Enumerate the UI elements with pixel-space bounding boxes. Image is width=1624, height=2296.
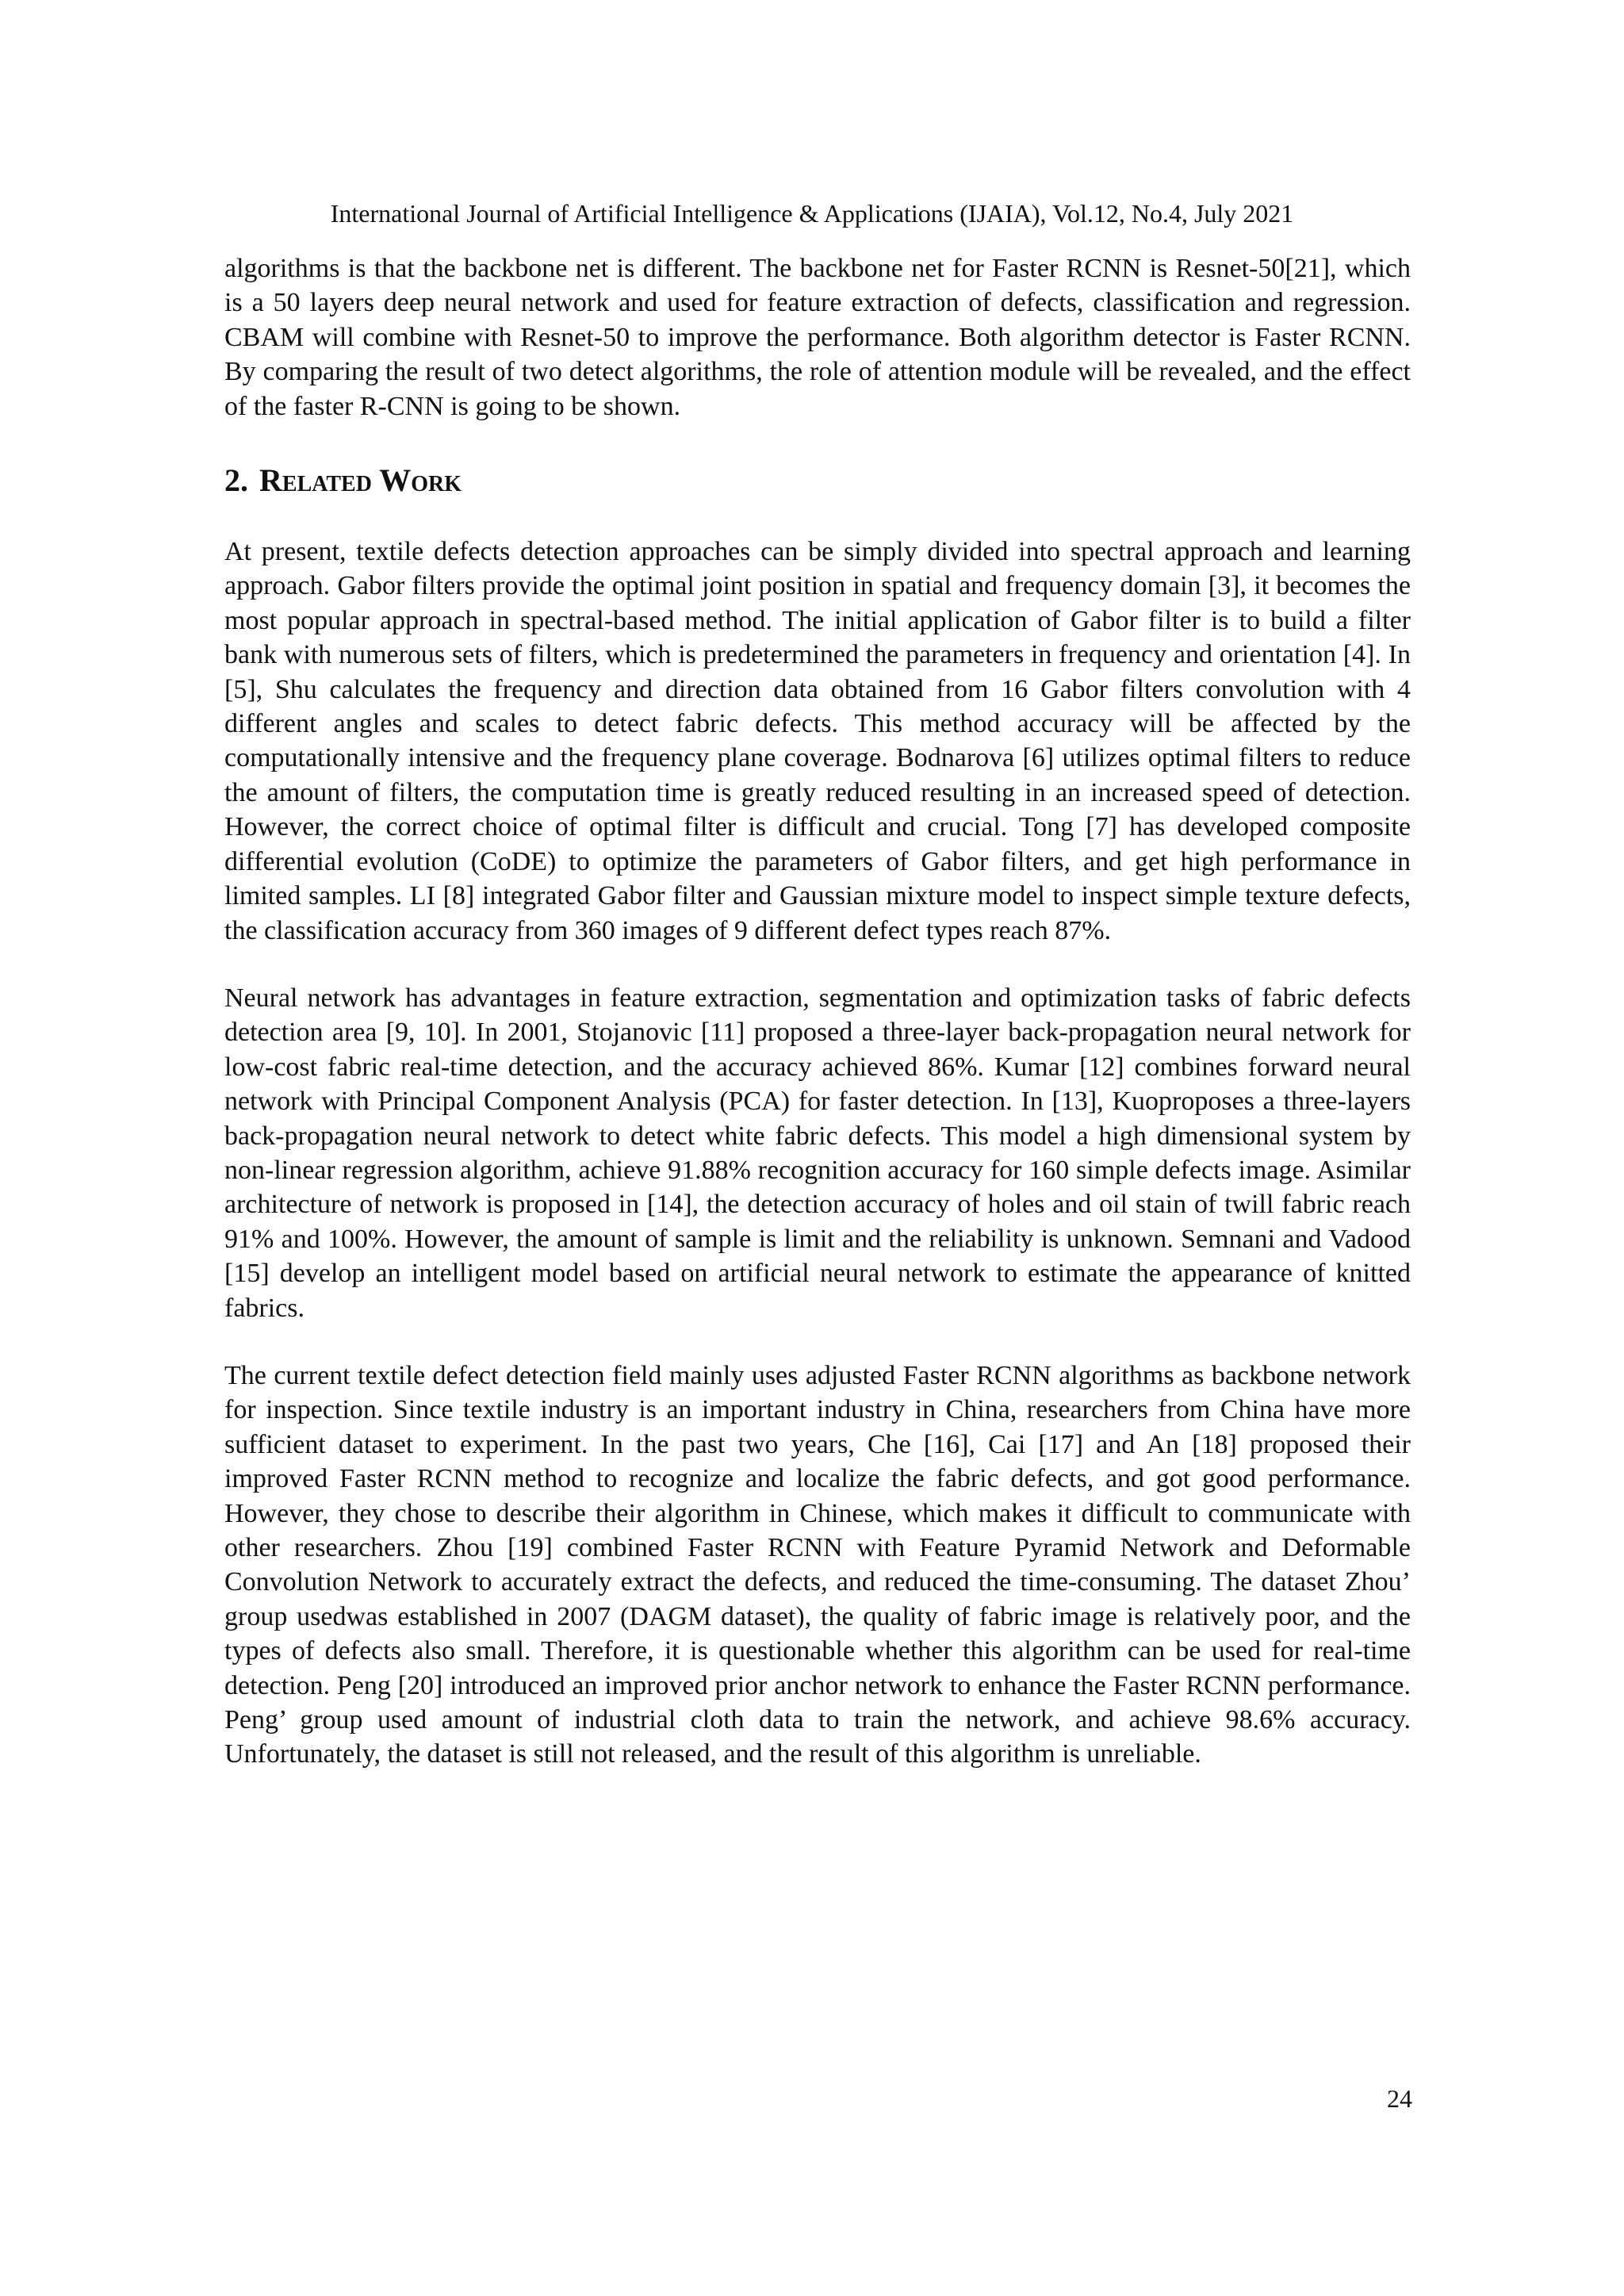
section-heading xyxy=(224,460,1411,501)
intro-paragraph: algorithms is that the backbone net is different. The backbone net for Faster RCNN is Resnet-50[21], which is a 50 layers deep neural network and used for feature extraction of defects, classification and regression. CBAM will combine with Resnet-50 to improve the performance. Both algorithm detector is Faster RCNN. By comparing the result of two detect algorithms, the role of attention module will be revealed, and the effect of the faster R-CNN is going to be shown. xyxy=(224,254,1411,421)
section-number: 2. xyxy=(224,462,248,499)
article-body xyxy=(224,251,1411,1772)
paragraph-faster-rcnn: The current textile defect detection field mainly uses adjusted Faster RCNN algorithms as backbone network for inspection. Since textile industry is an important industry in China, researchers from China have more sufficient dataset to experiment. In the past two years, Che [16], Cai [17] and An [18] proposed their improved Faster RCNN method to recognize and localize the fabric defects, and got good performance. However, they chose to describe their algorithm in Chinese, which makes it difficult to communicate with other researchers. Zhou [19] combined Faster RCNN with Feature Pyramid Network and Deformable Convolution Network to accurately extract the defects, and reduced the time-consuming. The dataset Zhou’ group usedwas established in 2007 (DAGM dataset), the quality of fabric image is relatively poor, and the types of defects also small. Therefore, it is questionable whether this algorithm can be used for real-time detection. Peng [20] introduced an improved prior anchor network to enhance the Faster RCNN performance. Peng’ group used amount of industrial cloth data to train the network, and achieve 98.6% accuracy. Unfortunately, the dataset is still not released, and the result of this algorithm is unreliable. xyxy=(224,1360,1411,1769)
running-header: International Journal of Artificial Intelligence & Applications (IJAIA), Vol.12, No.4, July 2021 xyxy=(330,199,1294,228)
paragraph-spectral-approach: At present, textile defects detection approaches can be simply divided into spectral approach and learning approach. Gabor filters provide the optimal joint position in spatial and frequency domain [3], it becomes the most popular approach in spectral-based method. The initial application of Gabor filter is to build a filter bank with numerous sets of filters, which is predetermined the parameters in frequency and orientation [4]. In [5], Shu calculates the frequency and direction data obtained from 16 Gabor filters convolution with 4 different angles and scales to detect fabric defects. This method accuracy will be affected by the computationally intensive and the frequency plane coverage. Bodnarova [6] utilizes optimal filters to reduce the amount of filters, the computation time is greatly reduced resulting in an increased speed of detection. However, the correct choice of optimal filter is difficult and crucial. Tong [7] has developed composite differential evolution (CoDE) to optimize the parameters of Gabor filters, and get high performance in limited samples. LI [8] integrated Gabor filter and Gaussian mixture model to inspect simple texture defects, the classification accuracy from 360 images of 9 different defect types reach 87%. xyxy=(224,537,1411,945)
page-number: 24 xyxy=(1387,2084,1412,2113)
section-title: Related Work xyxy=(259,462,462,499)
paragraph-neural-network: Neural network has advantages in feature extraction, segmentation and optimization tasks of fabric defects detection area [9, 10]. In 2001, Stojanovic [11] proposed a three-layer back-propagation neural network for low-cost fabric real-time detection, and the accuracy achieved 86%. Kumar [12] combines forward neural network with Principal Component Analysis (PCA) for faster detection. In [13], Kuoproposes a three-layers back-propagation neural network to detect white fabric defects. This model a high dimensional system by non-linear regression algorithm, achieve 91.88% recognition accuracy for 160 simple defects image. Asimilar architecture of network is proposed in [14], the detection accuracy of holes and oil stain of twill fabric reach 91% and 100%. However, the amount of sample is limit and the reliability is unknown. Semnani and Vadood [15] develop an intelligent model based on artificial neural network to estimate the appearance of knitted fabrics. xyxy=(224,983,1411,1323)
